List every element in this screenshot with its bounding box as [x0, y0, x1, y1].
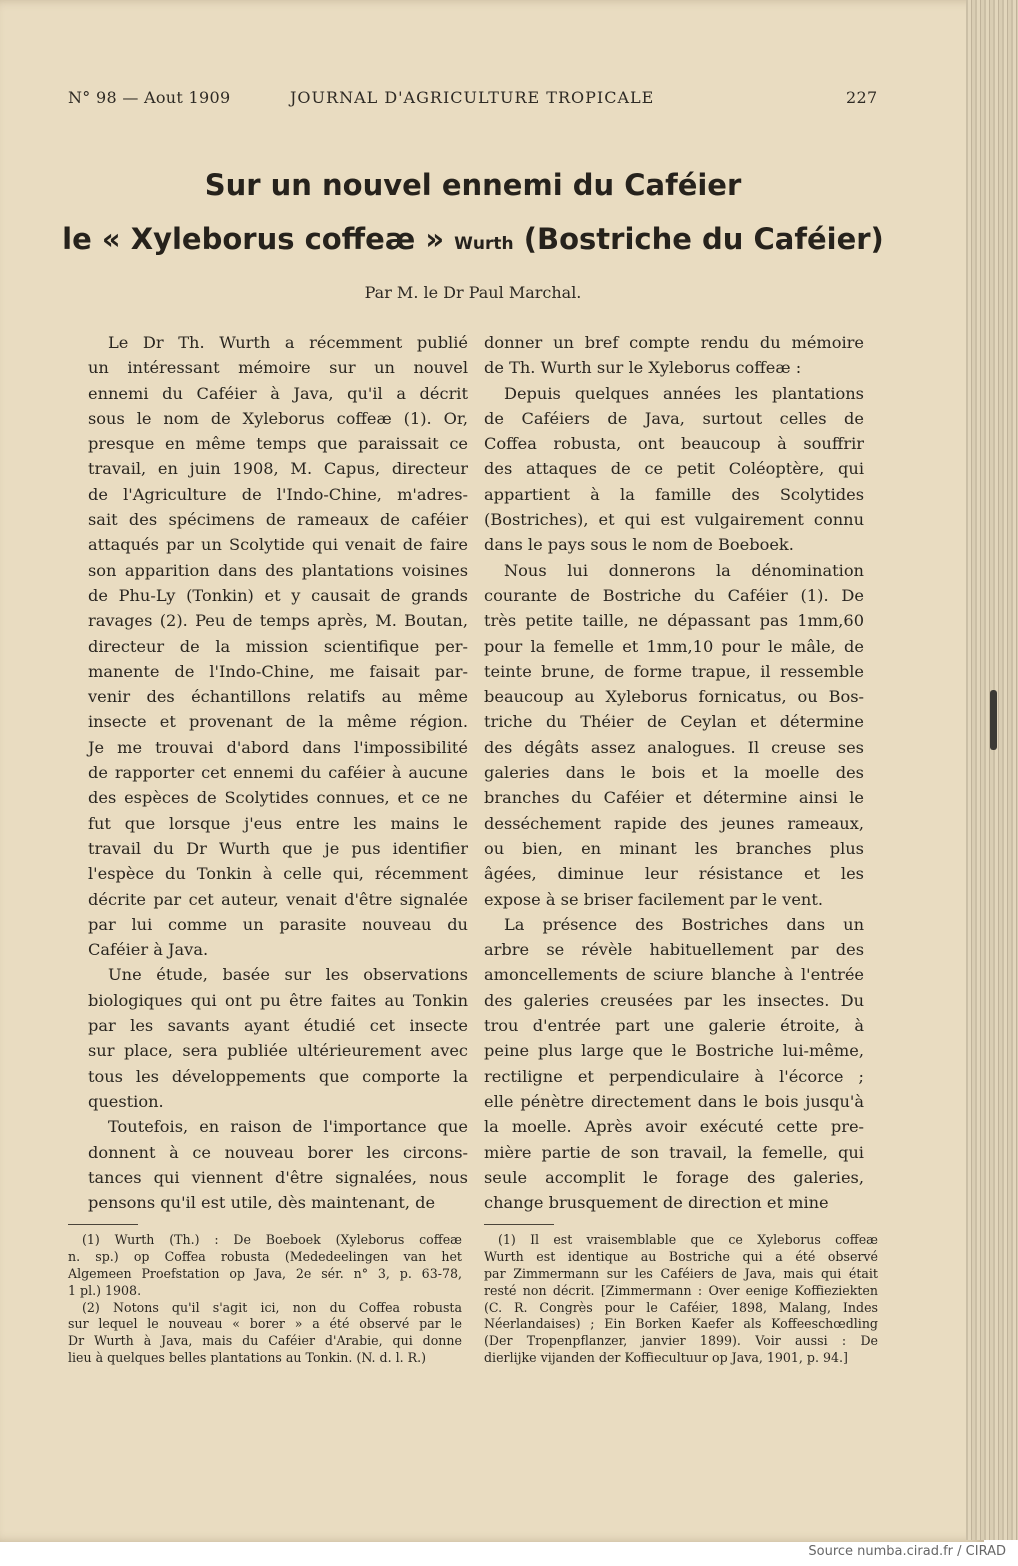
text-line: triche du Théier de Ceylan et détermine [484, 712, 864, 732]
footnote-line: (2) Notons qu'il s'agit ici, non du Coffea robusta [82, 1299, 462, 1315]
text-line: tous les développements que comporte la [88, 1066, 468, 1086]
text-line: un intéressant mémoire sur un nouvel [88, 358, 468, 378]
footnote-rule-left [68, 1224, 138, 1225]
text-line: de Caféiers de Java, surtout celles de [484, 408, 864, 428]
text-line: La présence des Bostriches dans un [504, 914, 864, 934]
text-line: travail du Dr Wurth que je pus identifier [88, 838, 468, 858]
text-line: des attaques de ce petit Coléoptère, qui [484, 459, 864, 479]
text-line: fut que lorsque j'eus entre les mains le [88, 813, 468, 833]
footnote-line: (Der Tropenpflanzer, janvier 1899). Voir aussi : De [484, 1333, 878, 1349]
text-line: la moelle. Après avoir exécuté cette pre- [484, 1117, 864, 1137]
text-line: venir des échantillons relatifs au même [88, 687, 468, 707]
text-line: expose à se briser facilement par le vent. [484, 889, 823, 909]
text-line: l'espèce du Tonkin à celle qui, récemment [88, 864, 468, 884]
page-number: 227 [846, 88, 878, 107]
book-binding-edge [966, 0, 1018, 1540]
text-line: (Bostriches), et qui est vulgairement connu [484, 510, 864, 530]
text-line: Nous lui donnerons la dénomination [504, 560, 864, 580]
footnote-line: dierlijke vijanden der Koffiecultuur op Java, 1901, p. 94.] [484, 1350, 848, 1366]
text-line: donnent à ce nouveau borer les circons- [88, 1142, 468, 1162]
text-line: donner un bref compte rendu du mémoire [484, 333, 864, 352]
text-line: peine plus large que le Bostriche lui-même, [484, 1041, 864, 1061]
footnote-line: lieu à quelques belles plantations au Tonkin. (N. d. l. R.) [68, 1350, 427, 1366]
text-line: très petite taille, ne dépassant pas 1mm,60 [484, 611, 864, 631]
title-author: Wurth [454, 234, 514, 254]
text-line: beaucoup au Xyleborus fornicatus, ou Bos- [484, 687, 864, 707]
text-line: ravages (2). Peu de temps après, M. Boutan, [88, 611, 468, 631]
text-line: Une étude, basée sur les observations [108, 965, 468, 985]
text-line: sous le nom de Xyleborus coffeæ (1). Or, [88, 408, 468, 428]
footnote-line: resté non décrit. [Zimmermann : Over eenige Koffieziekten [484, 1282, 878, 1298]
text-line: de rapporter cet ennemi du caféier à aucune [88, 763, 468, 783]
text-line: galeries dans le bois et la moelle des [484, 763, 864, 783]
text-line: courante de Bostriche du Caféier (1). De [484, 585, 864, 605]
text-line: sur place, sera publiée ultérieurement avec [88, 1041, 468, 1061]
text-line: insecte et provenant de la même région. [88, 712, 468, 732]
text-line: desséchement rapide des jeunes rameaux, [484, 813, 864, 833]
article-title-line1: Sur un nouvel ennemi du Caféier [204, 168, 742, 202]
footnote-rule-right [484, 1224, 554, 1225]
byline: Par M. le Dr Paul Marchal. [364, 283, 582, 302]
text-line: pensons qu'il est utile, dès maintenant, de [88, 1193, 436, 1213]
text-line: question. [88, 1091, 164, 1111]
footnote-line: (1) Wurth (Th.) : De Boeboek (Xyleborus coffeæ [82, 1232, 462, 1247]
text-line: des dégâts assez analogues. Il creuse ses [484, 737, 864, 757]
text-line: des galeries creusées par les insectes. Du [484, 990, 864, 1010]
text-line: biologiques qui ont pu être faites au Tonkin [88, 990, 468, 1010]
text-line: travail, en juin 1908, M. Capus, directeur [88, 459, 468, 479]
text-line: par lui comme un parasite nouveau du [88, 914, 468, 934]
text-line: des espèces de Scolytides connues, et ce ne [88, 788, 468, 808]
text-line: Coffea robusta, ont beaucoup à souffrir [484, 434, 864, 454]
text-line: de l'Agriculture de l'Indo-Chine, m'adres- [88, 484, 468, 504]
journal-title: JOURNAL D'AGRICULTURE TROPICALE [290, 88, 655, 107]
text-line: change brusquement de direction et mine [484, 1193, 829, 1213]
footnote-line: (C. R. Congrès pour le Caféier, 1898, Malang, Indes [484, 1299, 878, 1315]
footnote-line: par Zimmermann sur les Caféiers de Java, mais qui était [484, 1265, 878, 1281]
text-line: arbre se révèle habituellement par des [484, 940, 864, 960]
text-line: Caféier à Java. [88, 940, 209, 960]
footnotes-right [484, 1232, 878, 1367]
footnote-line: Algemeen Proefstation op Java, 2e sér. n° 3, p. 63-78, [68, 1265, 462, 1281]
text-line: de Th. Wurth sur le Xyleborus coffeæ : [484, 358, 802, 378]
text-line: sait des spécimens de rameaux de caféier [88, 510, 468, 530]
right-column-text [484, 330, 864, 1215]
text-line: décrite par cet auteur, venait d'être signalée [88, 889, 468, 909]
text-line: Depuis quelques années les plantations [504, 383, 864, 403]
text-line: son apparition dans des plantations voisines [88, 560, 468, 580]
text-line: ennemi du Caféier à Java, qu'il a décrit [88, 383, 468, 403]
title-common-name: (Bostriche du Caféier) [523, 222, 884, 256]
text-line: amoncellements de sciure blanche à l'entrée [484, 965, 864, 985]
text-line: âgées, diminue leur résistance et les [484, 864, 864, 884]
title-species: le « Xyleborus coffeæ » [62, 222, 445, 256]
text-line: tances qui viennent d'être signalées, nous [88, 1167, 468, 1187]
left-column-text [88, 330, 468, 1215]
text-line: Toutefois, en raison de l'importance que [108, 1117, 468, 1137]
footnote-line: n. sp.) op Coffea robusta (Mededeelingen van het [68, 1248, 462, 1264]
text-line: presque en même temps que paraissait ce [88, 434, 468, 454]
text-line: seule accomplit le forage des galeries, [484, 1167, 864, 1187]
text-line: teinte brune, de forme trapue, il ressemble [484, 661, 864, 681]
footnote-line: Dr Wurth à Java, mais du Caféier d'Arabie, qui donne [68, 1333, 462, 1349]
binding-clip-mark [990, 690, 997, 750]
issue-date: N° 98 — Aout 1909 [68, 88, 231, 107]
footnote-line: 1 pl.) 1908. [68, 1282, 142, 1298]
footnote-line: (1) Il est vraisemblable que ce Xyleborus coffeæ [498, 1232, 878, 1247]
text-line: Je me trouvai d'abord dans l'impossibilité [88, 737, 468, 757]
text-line: dans le pays sous le nom de Boeboek. [484, 535, 794, 555]
footnote-line: Wurth est identique au Bostriche qui a été observé [484, 1248, 878, 1264]
text-line: attaqués par un Scolytide qui venait de faire [88, 535, 468, 555]
footnotes-left [68, 1232, 462, 1367]
text-line: directeur de la mission scientifique per- [88, 636, 468, 656]
text-line: branches du Caféier et détermine ainsi le [484, 788, 864, 808]
text-line: manente de l'Indo-Chine, me faisait par- [88, 661, 468, 681]
footnote-line: Néerlandaises) ; Ein Borken Kaefer als Koffeeschœdling [484, 1316, 878, 1332]
text-line: de Phu-Ly (Tonkin) et y causait de grands [88, 585, 468, 605]
source-credit: Source numba.cirad.fr / CIRAD [808, 1544, 1006, 1559]
text-line: rectiligne et perpendiculaire à l'écorce ; [484, 1066, 864, 1086]
text-line: appartient à la famille des Scolytides [484, 484, 864, 504]
text-line: ou bien, en minant les branches plus [484, 838, 864, 858]
text-line: pour la femelle et 1mm,10 pour le mâle, de [484, 636, 864, 656]
text-line: elle pénètre directement dans le bois jusqu'à [484, 1091, 864, 1111]
article-title-line2 [0, 222, 946, 256]
text-line: trou d'entrée part une galerie étroite, à [484, 1016, 864, 1036]
text-line: par les savants ayant étudié cet insecte [88, 1016, 468, 1036]
footnote-line: sur lequel le nouveau « borer » a été observé par le [68, 1316, 462, 1332]
text-line: Le Dr Th. Wurth a récemment publié [108, 333, 468, 352]
text-line: mière partie de son travail, la femelle, qui [484, 1142, 864, 1162]
